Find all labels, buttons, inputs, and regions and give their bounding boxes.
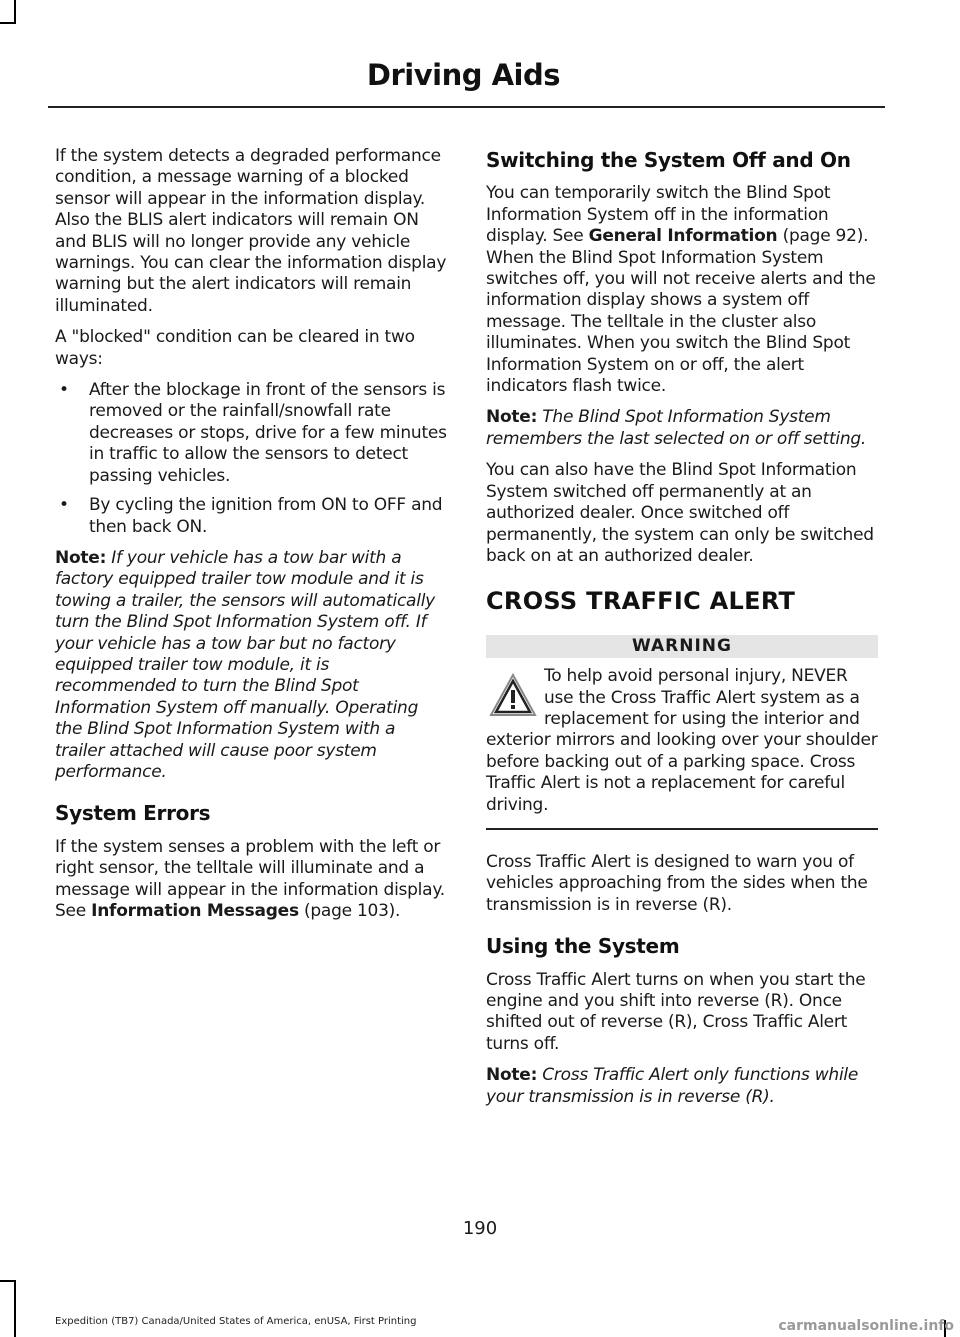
section-heading-system-errors: System Errors <box>55 801 211 826</box>
crop-mark <box>0 1280 16 1282</box>
bullet-list <box>55 380 447 538</box>
footer-text: Expedition (TB7) Canada/United States of America, enUSA, First Printing <box>55 1316 417 1327</box>
paragraph: A "blocked" condition can be cleared in two ways: <box>55 327 415 369</box>
warning-divider <box>486 828 878 830</box>
warning-text: To help avoid personal injury, NEVER use the Cross Traffic Alert system as a replacement for using the interior and exterior mirrors and looking over your shoulder before backing out of a parking space. Cross Traffic Alert is not a replacement for careful driving. <box>486 666 878 815</box>
list-item <box>55 495 447 538</box>
paragraph: If the system detects a degraded performance condition, a message warning of a blocked sensor will appear in the information display. Also the BLIS alert indicators will remain ON and BLIS will no longer provide any vehicle warnings. You can clear the information display warning but the alert indicators will remain illuminated. <box>55 146 447 316</box>
note-label: Note: <box>486 1065 538 1086</box>
crop-mark <box>14 1280 16 1337</box>
bullet-marker: • <box>59 380 69 401</box>
watermark: carmanualsonline.info <box>778 1318 954 1334</box>
bullet-marker: • <box>59 495 69 516</box>
section-heading-switching: Switching the System Off and On <box>486 148 851 172</box>
paragraph-text: (page 92). When the Blind Spot Information System switches off, you will not receive alerts and the information display shows a system off message. The telltale in the cluster also illuminates. When you switch the Blind Spot Information System on or off, the alert indicators flash twice. <box>486 226 876 397</box>
header-divider <box>48 106 885 108</box>
warning-box <box>486 635 878 830</box>
page-number: 190 <box>462 1218 498 1239</box>
paragraph: Cross Traffic Alert turns on when you start the engine and you shift into reverse (R). Once shifted out of reverse (R), Cross Traffic Alert turns off. <box>486 969 866 1054</box>
paragraph-text: You can temporarily switch the Blind Spot Information System off in the information display. See <box>486 183 831 247</box>
list-item <box>55 380 447 487</box>
page-reference: (page 103). <box>303 901 401 921</box>
page-title: Driving Aids <box>366 58 560 92</box>
note-text: If your vehicle has a tow bar with a factory equipped trailer tow module and it is towing a trailer, the sensors will automatically turn the Blind Spot Information System off. If your vehicle has a tow bar but no factory equipped trailer tow module, it is recommended to turn the Blind Spot Information System off manually. Operating the Blind Spot Information System with a trailer attached will cause poor system performance. <box>55 547 435 782</box>
section-heading-cross-traffic-alert: CROSS TRAFFIC ALERT <box>486 587 796 616</box>
warning-header: WARNING <box>486 635 878 658</box>
paragraph-text: If the system senses a problem with the left or right sensor, the telltale will illuminate and a message will appear in the information display. See <box>55 836 445 921</box>
warning-triangle-icon <box>488 672 538 718</box>
crop-mark <box>0 22 16 24</box>
crop-mark <box>14 0 16 22</box>
list-item-text: By cycling the ignition from ON to OFF and then back ON. <box>89 495 443 537</box>
list-item-text: After the blockage in front of the sensors is removed or the rainfall/snowfall rate decreases or stops, drive for a few minutes in traffic to allow the sensors to detect passing vehicles. <box>89 380 447 486</box>
note-text: Cross Traffic Alert only functions while your transmission is in reverse (R). <box>486 1065 859 1107</box>
section-heading-using-the-system: Using the System <box>486 934 680 959</box>
cross-reference-link[interactable]: Information Messages <box>91 901 299 921</box>
note-label: Note: <box>55 547 107 568</box>
note-text: The Blind Spot Information System remembers the last selected on or off setting. <box>486 407 867 449</box>
note <box>55 548 447 783</box>
note <box>486 407 878 450</box>
paragraph <box>55 837 447 923</box>
left-column <box>55 146 447 932</box>
note <box>486 1065 878 1108</box>
cross-reference-link[interactable]: General Information <box>588 226 778 247</box>
paragraph <box>486 183 878 397</box>
paragraph: You can also have the Blind Spot Information System switched off permanently at an authorized dealer. Once switched off permanently, the system can only be switched back on at an authorized dealer. <box>486 460 874 566</box>
paragraph: Cross Traffic Alert is designed to warn you of vehicles approaching from the sides when the transmission is in reverse (R). <box>486 851 868 915</box>
note-label: Note: <box>486 407 538 428</box>
right-column <box>486 146 878 1118</box>
